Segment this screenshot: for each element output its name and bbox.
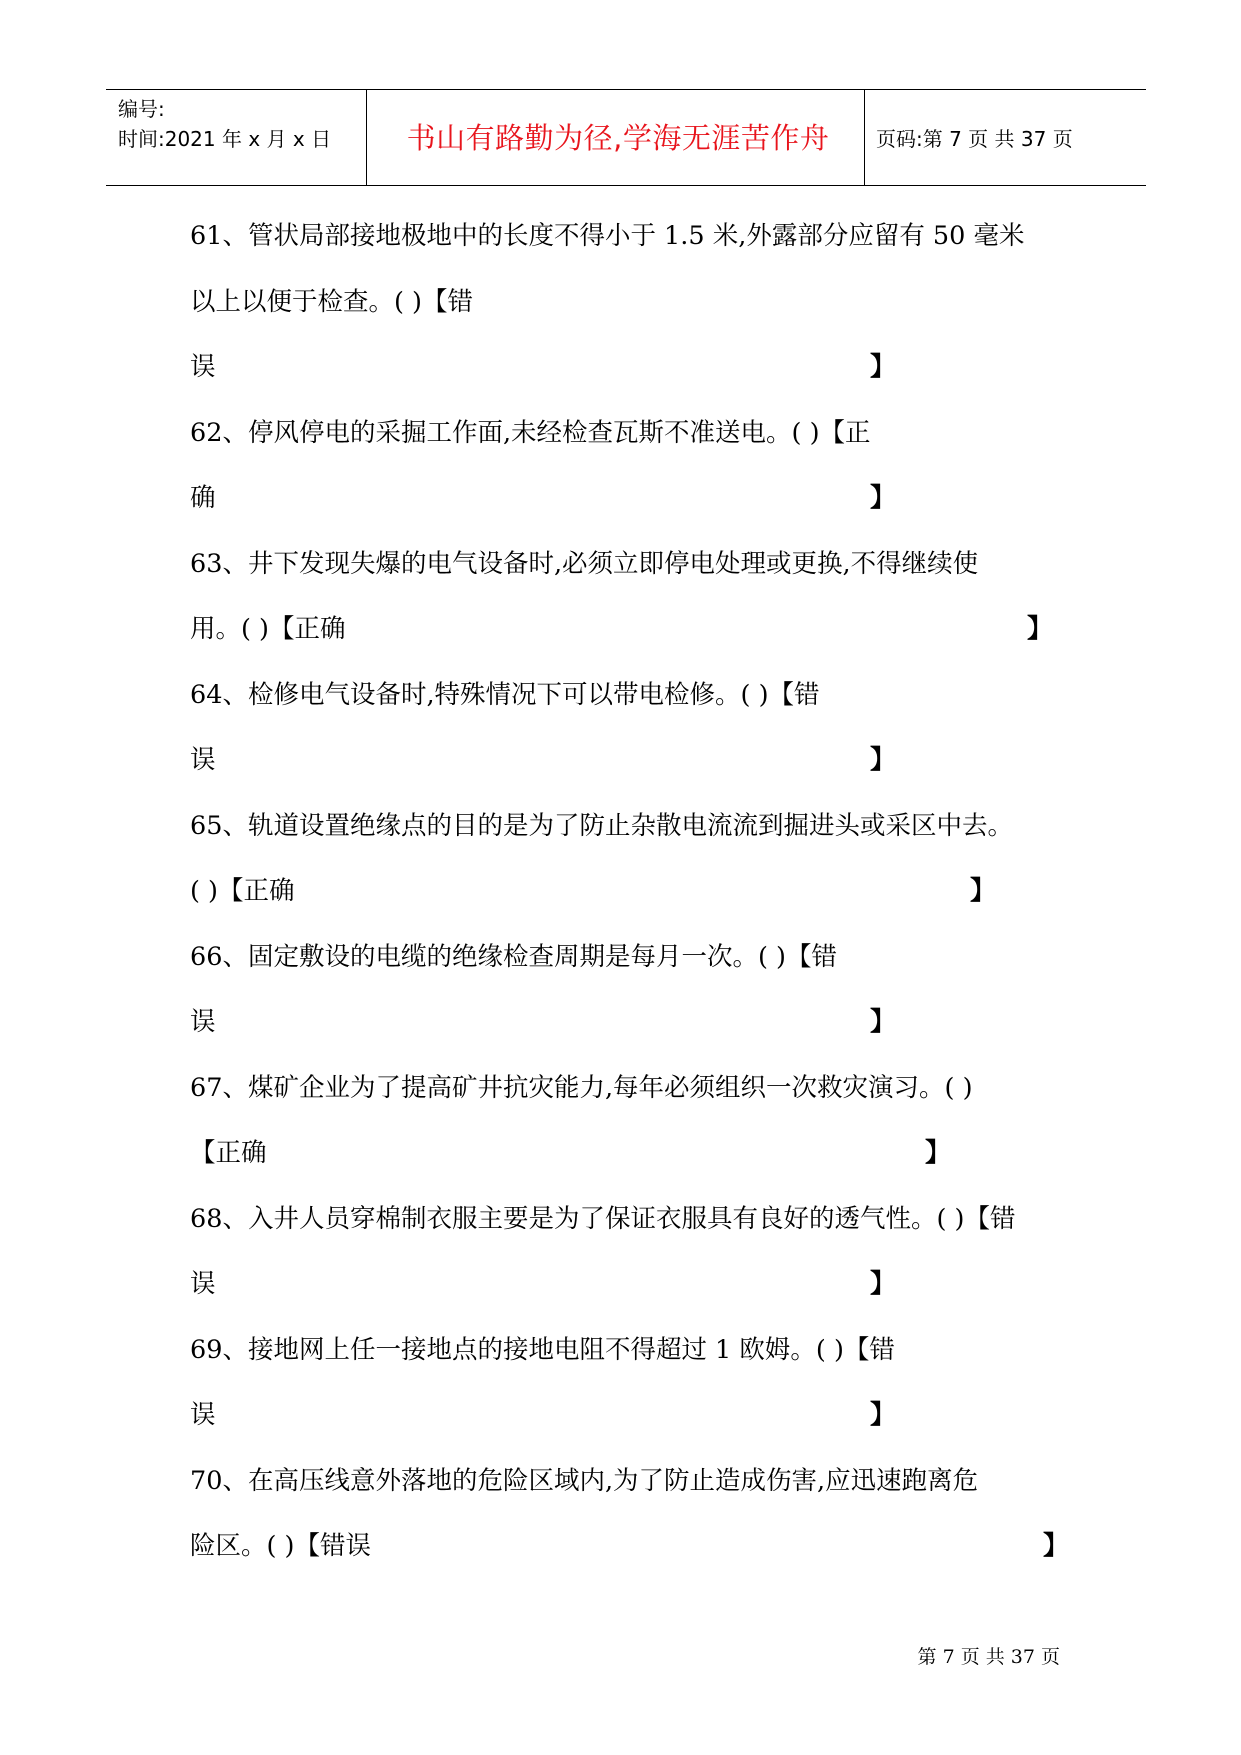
close-bracket: 】 — [870, 1007, 896, 1037]
close-bracket: 】 — [1043, 1531, 1069, 1561]
header-divider — [864, 90, 865, 185]
question-line: 误 】 — [190, 1269, 896, 1299]
question-list — [190, 220, 1080, 1596]
page-footer: 第 7 页 共 37 页 — [917, 1646, 1060, 1668]
close-bracket: 】 — [925, 1138, 951, 1168]
question-line: 68、入井人员穿棉制衣服主要是为了保证衣服具有良好的透气性。( )【错 — [190, 1203, 1016, 1234]
question-line: 险区。( )【错误 】 — [190, 1531, 1069, 1561]
question-line: 65、轨道设置绝缘点的目的是为了防止杂散电流流到掘进头或采区中去。 — [190, 810, 1013, 841]
question-line: 62、停风停电的采掘工作面,未经检查瓦斯不准送电。( )【正 — [190, 417, 871, 448]
close-bracket: 】 — [870, 745, 896, 775]
header-divider — [366, 90, 367, 185]
question-line: 用。( )【正确 】 — [190, 614, 1053, 644]
question-line: 61、管状局部接地极地中的长度不得小于 1.5 米,外露部分应留有 50 毫米 — [190, 221, 1025, 251]
close-bracket: 】 — [870, 483, 896, 513]
question-line: 67、煤矿企业为了提高矿井抗灾能力,每年必须组织一次救灾演习。( ) — [190, 1072, 973, 1103]
question-line: 63、井下发现失爆的电气设备时,必须立即停电处理或更换,不得继续使 — [190, 548, 979, 579]
question-line: 误 】 — [190, 1007, 896, 1037]
question-line: 确 】 — [190, 483, 896, 513]
question-line: 以上以便于检查。( )【错 — [190, 286, 474, 317]
close-bracket: 】 — [1027, 614, 1053, 644]
question-line: 64、检修电气设备时,特殊情况下可以带电检修。( )【错 — [190, 679, 820, 710]
close-bracket: 】 — [870, 1400, 896, 1430]
header-motto: 书山有路勤为径,学海无涯苦作舟 — [406, 121, 830, 155]
page-header — [106, 89, 1146, 186]
question-line: 【正确 】 — [190, 1138, 951, 1168]
close-bracket: 】 — [970, 876, 996, 906]
question-line: ( )【正确 】 — [190, 876, 996, 906]
question-line: 误 】 — [190, 352, 896, 382]
question-line: 误 】 — [190, 745, 896, 775]
question-line: 误 】 — [190, 1400, 896, 1430]
question-line: 70、在高压线意外落地的危险区域内,为了防止造成伤害,应迅速跑离危 — [190, 1465, 979, 1496]
document-code-label: 编号: — [118, 97, 165, 121]
document-time-label: 时间:2021 年 x 月 x 日 — [118, 127, 332, 151]
question-line: 69、接地网上任一接地点的接地电阻不得超过 1 欧姆。( )【错 — [190, 1334, 895, 1365]
close-bracket: 】 — [870, 1269, 896, 1299]
question-line: 66、固定敷设的电缆的绝缘检查周期是每月一次。( )【错 — [190, 941, 837, 972]
header-page-info: 页码:第 7 页 共 37 页 — [876, 127, 1073, 151]
close-bracket: 】 — [870, 352, 896, 382]
header-meta — [118, 94, 331, 154]
